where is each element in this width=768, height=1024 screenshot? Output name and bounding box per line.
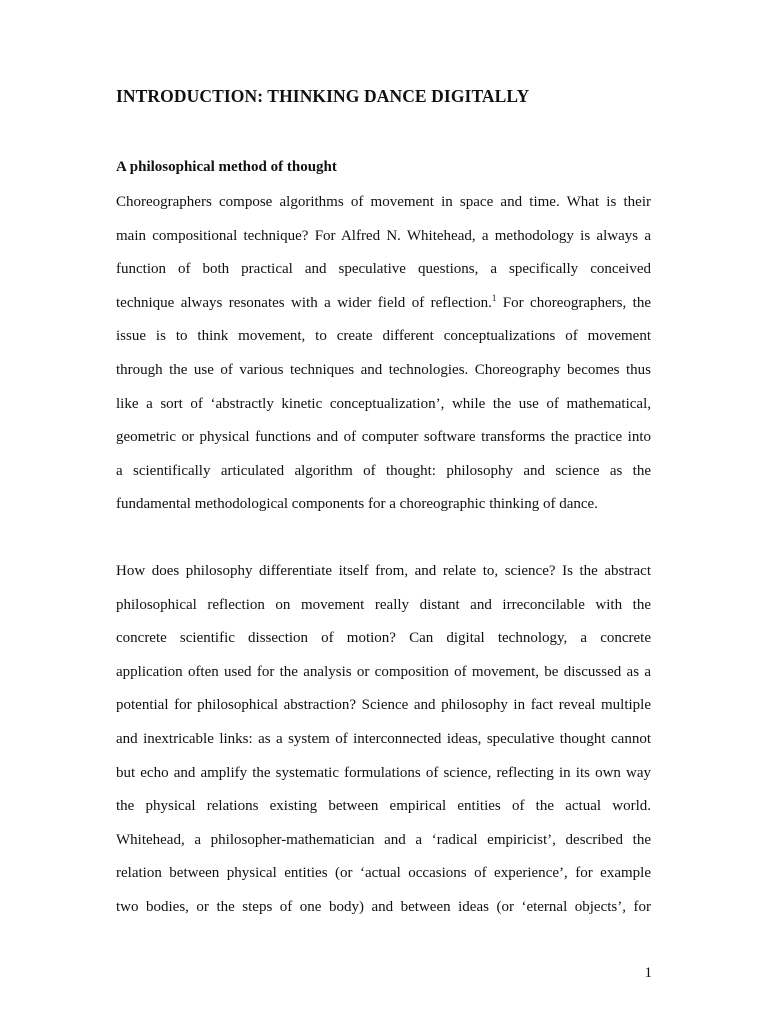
text-line: a scientifically articulated algorithm of thought: philosophy and science as the: [116, 462, 651, 479]
text-line: philosophical reflection on movement really distant and irreconcilable with the: [116, 596, 651, 613]
text-line: like a sort of ‘abstractly kinetic conceptualization’, while the use of mathematical,: [116, 395, 651, 412]
text-line: and inextricable links: as a system of interconnected ideas, speculative thought cannot: [116, 730, 651, 747]
text-segment: technique always resonates with a wider field of reflection.: [116, 294, 492, 311]
text-line: function of both practical and speculative questions, a specifically conceived: [116, 261, 651, 278]
text-line: potential for philosophical abstraction? Science and philosophy in fact reveal multiple: [116, 697, 651, 714]
chapter-title: INTRODUCTION: THINKING DANCE DIGITALLY: [116, 86, 530, 106]
text-line: issue is to think movement, to create different conceptualizations of movement: [116, 328, 651, 345]
text-line: concrete scientific dissection of motion? Can digital technology, a concrete: [116, 630, 651, 647]
text-line: relation between physical entities (or ‘actual occasions of experience’, for example: [116, 865, 651, 882]
section-heading: A philosophical method of thought: [116, 159, 337, 175]
text-line: Choreographers compose algorithms of movement in space and time. What is their: [116, 194, 651, 210]
text-line: [116, 293, 651, 327]
body-paragraph-1: [116, 192, 651, 528]
text-line: main compositional technique? For Alfred N. Whitehead, a methodology is always a: [116, 227, 651, 244]
footnote-reference[interactable]: 1: [491, 292, 497, 303]
text-line: through the use of various techniques and technologies. Choreography becomes thus: [116, 361, 651, 378]
text-line: geometric or physical functions and of computer software transforms the practice into: [116, 429, 651, 446]
text-line: the physical relations existing between empirical entities of the actual world.: [116, 798, 651, 815]
text-line: but echo and amplify the systematic formulations of science, reflecting in its own way: [116, 764, 651, 781]
body-paragraph-2: [116, 561, 651, 931]
text-line: How does philosophy differentiate itself from, and relate to, science? Is the abstract: [116, 563, 651, 579]
text-line: two bodies, or the steps of one body) and between ideas (or ‘eternal objects’, for: [116, 898, 651, 915]
text-line: application often used for the analysis or composition of movement, be discussed as a: [116, 663, 651, 680]
text-line: fundamental methodological components for a choreographic thinking of dance.: [116, 496, 598, 513]
text-line: Whitehead, a philosopher-mathematician and a ‘radical empiricist’, described the: [116, 831, 651, 848]
text-segment: For choreographers, the: [496, 294, 651, 311]
page-number: 1: [644, 965, 652, 981]
